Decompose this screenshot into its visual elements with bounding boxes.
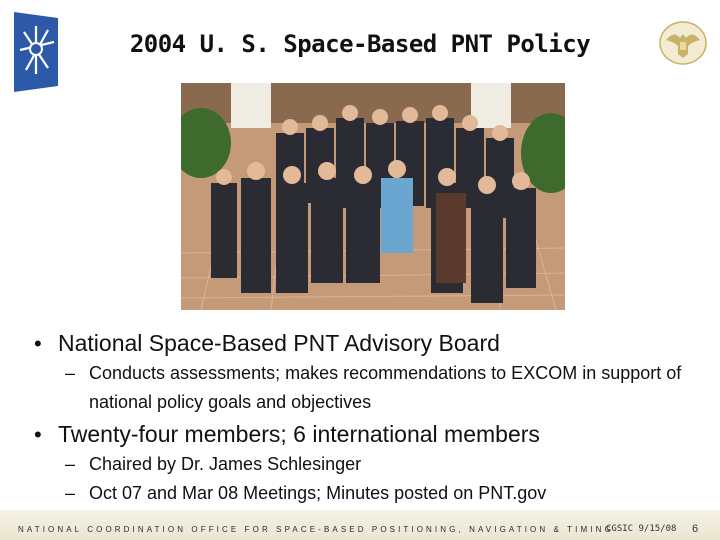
footer-bar xyxy=(0,510,720,540)
dash-icon: – xyxy=(65,454,76,474)
group-photo-image xyxy=(181,83,565,310)
slide-title: 2004 U. S. Space-Based PNT Policy xyxy=(129,30,591,58)
footer-date: CGSIC 9/15/08 xyxy=(606,524,677,534)
sub-bullet-item xyxy=(34,479,704,508)
dash-icon: – xyxy=(65,363,76,383)
bullet-text: Twenty-four members; 6 international members xyxy=(58,421,540,447)
bullet-item xyxy=(34,328,704,359)
bullet-icon: • xyxy=(34,331,42,356)
sub-bullet-text: Conducts assessments; makes recommendations to EXCOM in support of national policy goals and objectives xyxy=(89,363,682,412)
footer-office: NATIONAL COORDINATION OFFICE FOR SPACE-BASED POSITIONING, NAVIGATION & TIMING xyxy=(18,525,614,534)
sub-bullet-item xyxy=(34,359,704,417)
sub-bullet-item xyxy=(34,450,704,479)
dash-icon: – xyxy=(65,483,76,503)
bullet-item xyxy=(34,419,704,450)
page-number: 6 xyxy=(692,523,699,535)
sub-bullet-text: Chaired by Dr. James Schlesinger xyxy=(89,454,362,474)
sub-bullet-text: Oct 07 and Mar 08 Meetings; Minutes posted on PNT.gov xyxy=(89,483,547,503)
bullet-icon: • xyxy=(34,422,42,447)
bullet-text: National Space-Based PNT Advisory Board xyxy=(58,330,500,356)
bullet-list xyxy=(34,326,704,508)
